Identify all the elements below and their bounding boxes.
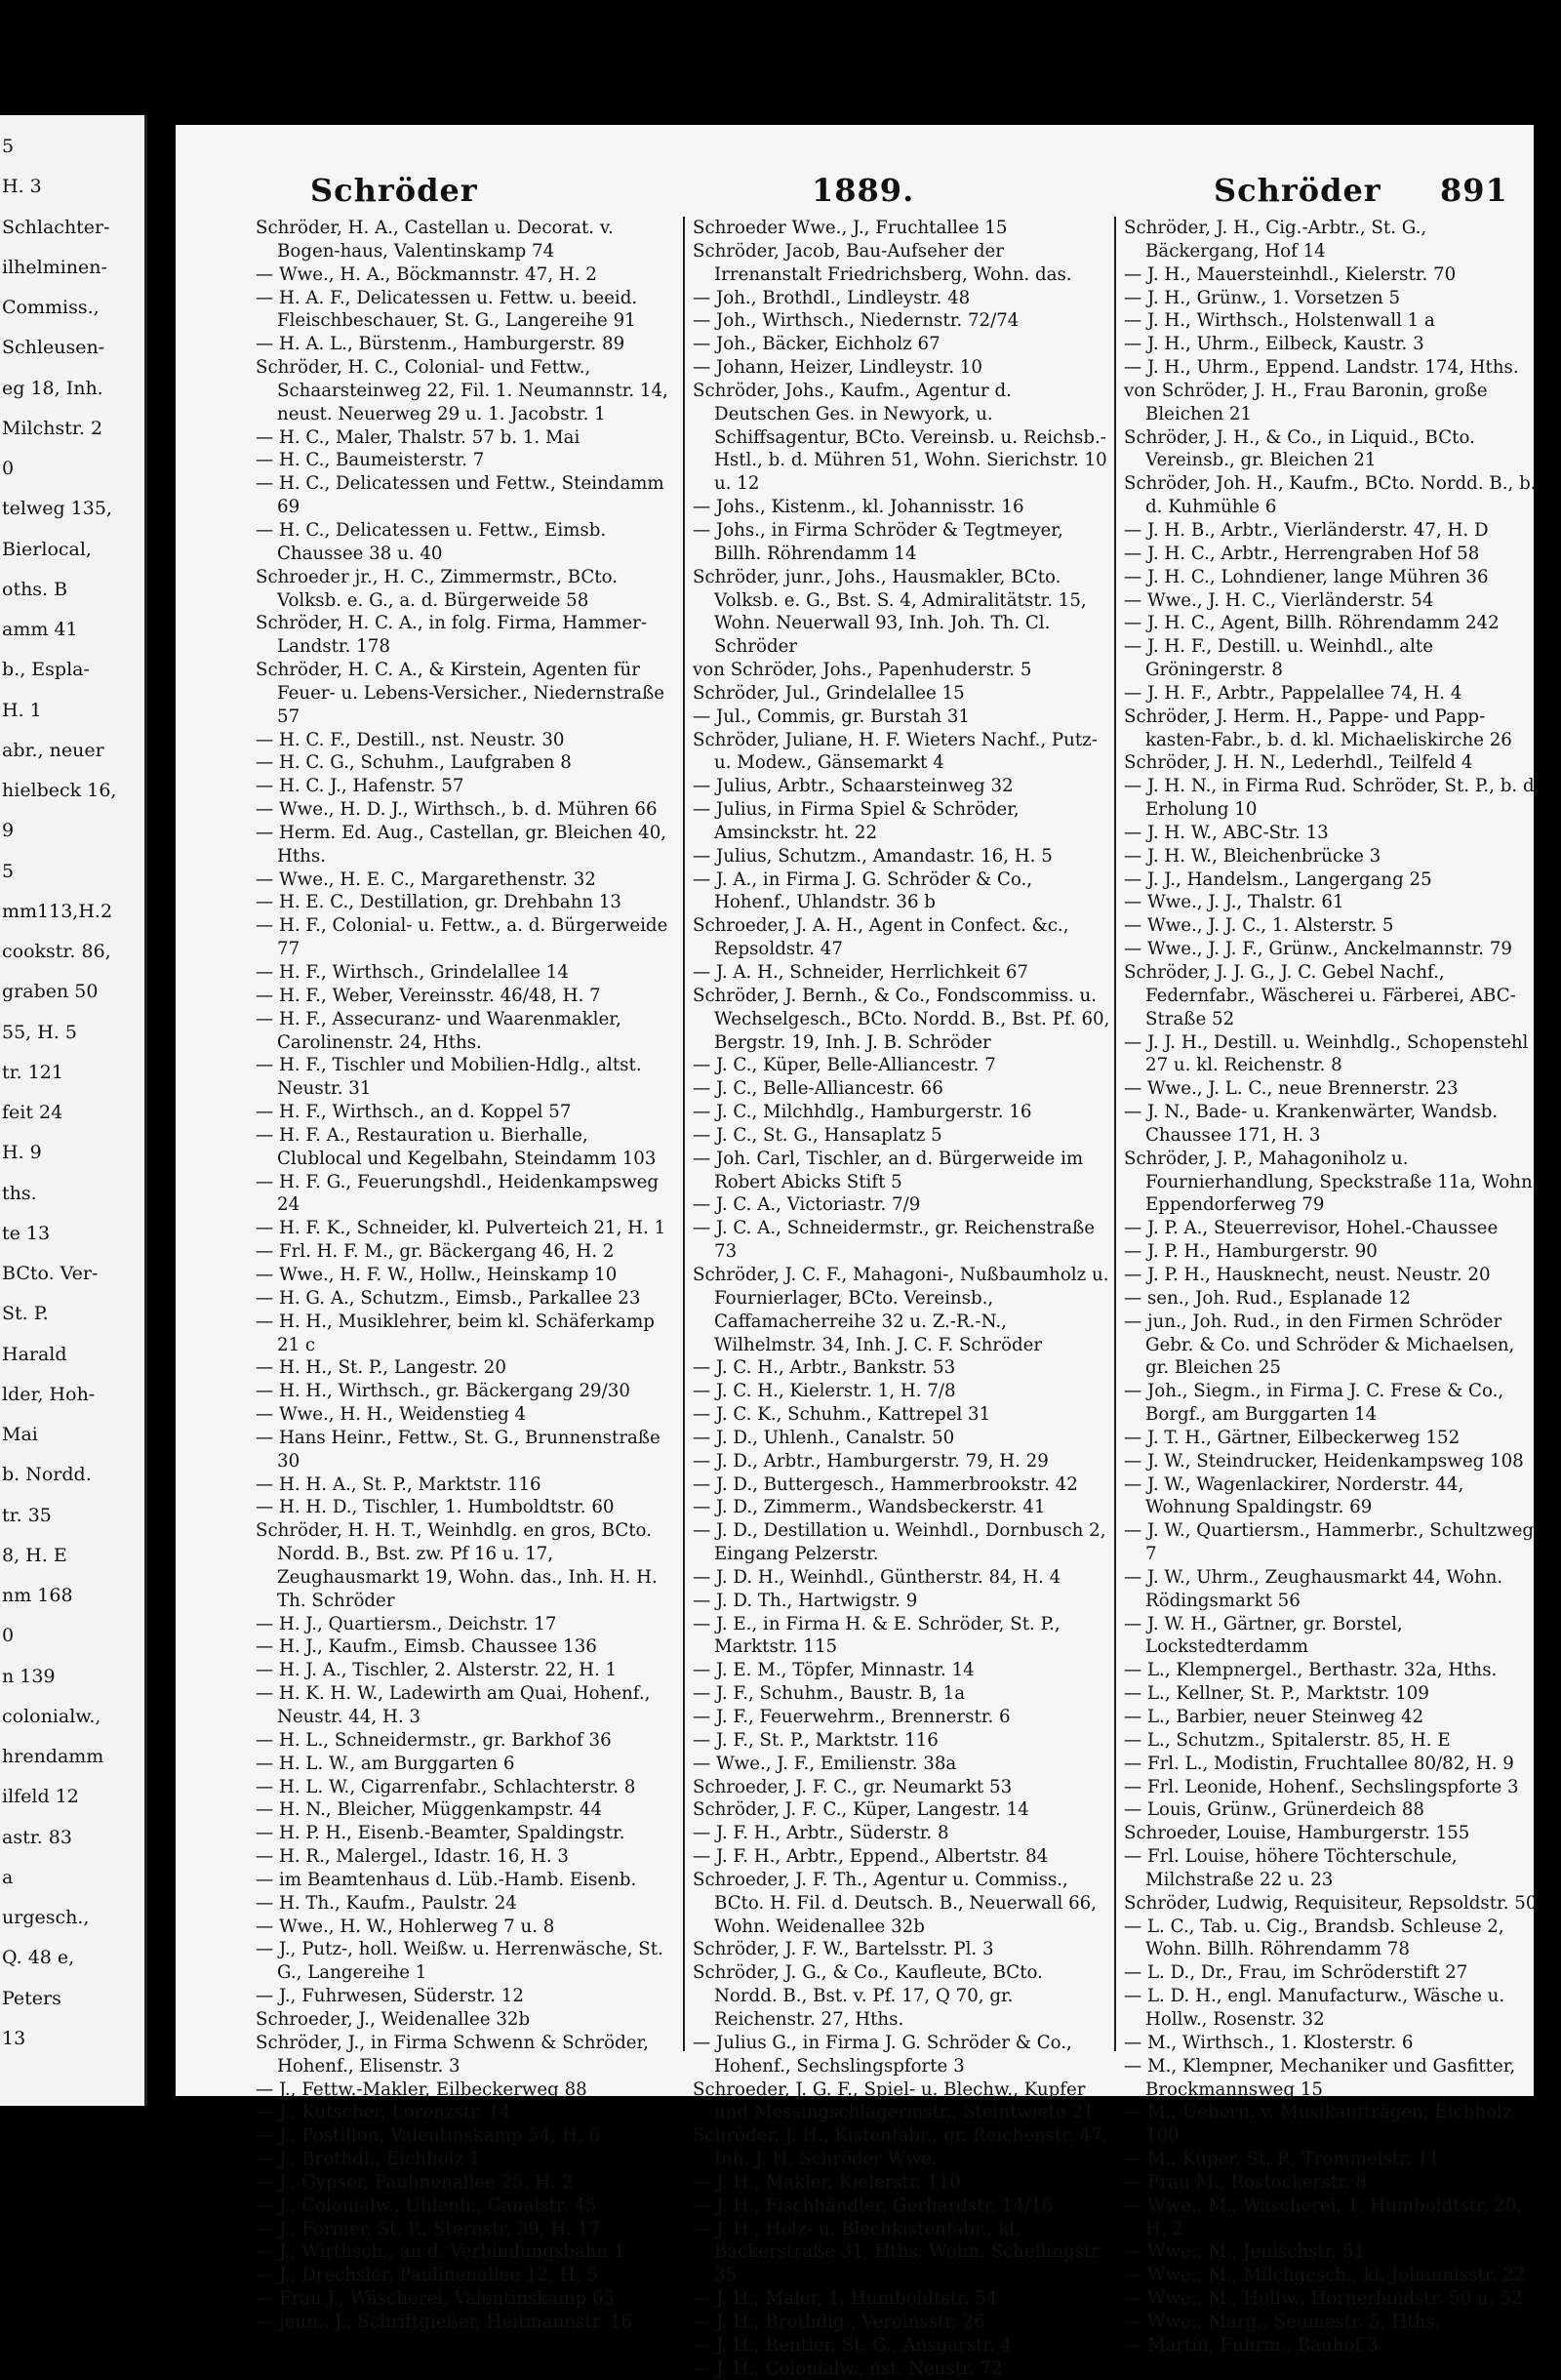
- left-page-fragment: hielbeck 16,: [2, 780, 117, 801]
- directory-entry: — J. C., Milchhdlg., Hamburgerstr. 16: [693, 1102, 1032, 1123]
- directory-entry: — Frl. H. F. M., gr. Bäckergang 46, H. 2: [256, 1241, 615, 1263]
- directory-entry: Schröder, J. H., Cig.-Arbtr., St. G., Bäckergang, Hof 14: [1124, 218, 1427, 262]
- directory-entry: — J. D. Th., Hartwigstr. 9: [693, 1590, 918, 1611]
- directory-entry: — J., Colonialw., Uhlenh., Canalstr. 45: [256, 2195, 597, 2216]
- directory-entry: — Wwe., Marg., Seumestr. 5, Hths.: [1124, 2311, 1441, 2332]
- left-page-fragment: BCto. Ver-: [2, 1263, 99, 1284]
- directory-entry: — H. N., Bleicher, Müggenkampstr. 44: [256, 1799, 603, 1821]
- directory-entry: — J. H., Holz- u. Blechkistenfabr., kl. Bäckerstraße 31, Hths. Wohn. Schellingstr. 35: [693, 2218, 1103, 2286]
- directory-entry: Schröder, H. A., Castellan u. Decorat. v. Bogen-haus, Valentinskamp 74: [256, 218, 614, 262]
- directory-entry: — J. W., Wagenlackirer, Norderstr. 44, Wohnung Spaldingstr. 69: [1124, 1473, 1464, 1518]
- directory-entry: — H. C., Delicatessen u. Fettw., Eimsb. Chaussee 38 u. 40: [256, 519, 607, 564]
- left-page-fragment: amm 41: [2, 619, 78, 640]
- directory-entry: — H. F. G., Feuerungshdl., Heidenkampsweg 24: [256, 1171, 660, 1216]
- directory-entry: — J. W. H., Gärtner, gr. Borstel, Lockstedterdamm: [1124, 1613, 1403, 1658]
- directory-entry: — J. J. H., Destill. u. Weinhdlg., Schopenstehl 27 u. kl. Reichenstr. 8: [1124, 1031, 1529, 1076]
- directory-entry: — L. D., Dr., Frau, im Schröderstift 27: [1124, 1962, 1468, 1984]
- left-page-fragment: St. P.: [2, 1303, 49, 1324]
- directory-entry: Schroeder, J. A. H., Agent in Confect. &c., Repsoldstr. 47: [693, 915, 1069, 960]
- left-page-fragment: H. 9: [2, 1142, 42, 1163]
- directory-entry: — M., Küper, St. P., Trommelstr. 11: [1124, 2149, 1440, 2170]
- left-page-edge: [0, 115, 147, 2106]
- left-page-fragment: telweg 135,: [2, 498, 112, 519]
- header-left-name: Schröder: [310, 172, 478, 209]
- directory-entry: Schröder, J. Herm. H., Pappe- und Papp-kasten-Fabr., b. d. kl. Michaeliskirche 26: [1124, 706, 1512, 750]
- directory-entry: — M., Wirthsch., 1. Klosterstr. 6: [1124, 2032, 1414, 2053]
- directory-entry: Schröder, J. H., & Co., in Liquid., BCto. Vereinsb., gr. Bleichen 21: [1124, 426, 1475, 471]
- directory-entry: — J. C. A., Schneidermstr., gr. Reichenstraße 73: [693, 1218, 1096, 1263]
- directory-entry: Schröder, J. H. N., Lederhdl., Teilfeld 4: [1124, 752, 1473, 774]
- directory-entry: Schröder, Joh. H., Kaufm., BCto. Nordd. B., b. d. Kuhmühle 6: [1124, 473, 1537, 518]
- left-page-fragment: 13: [2, 2028, 26, 2049]
- directory-entry: — Wwe., H. E. C., Margarethenstr. 32: [256, 868, 596, 890]
- directory-entry: — Julius, Arbtr., Schaarsteinweg 32: [693, 776, 1014, 797]
- directory-entry: Schröder, H. H. T., Weinhdlg. en gros, BCto. Nordd. B., Bst. zw. Pf 16 u. 17, Zeughausmarkt 19, Wohn. das., Inh. H. H. Th. Schröder: [256, 1520, 658, 1611]
- directory-entry: — J. C. K., Schuhm., Kattrepel 31: [693, 1404, 991, 1426]
- directory-entry: — H. C., Maler, Thalstr. 57 b. 1. Mai: [256, 426, 580, 448]
- directory-entry: — J., Fettw.-Makler, Eilbeckerweg 88: [256, 2078, 587, 2100]
- directory-entry: — Johann, Heizer, Lindleystr. 10: [693, 357, 982, 379]
- directory-entry: — Frl. Louise, höhere Töchterschule, Milchstraße 22 u. 23: [1124, 1846, 1458, 1890]
- directory-entry: — H. H., Musiklehrer, beim kl. Schäferkamp 21 c: [256, 1311, 655, 1355]
- directory-entry: Schröder, H. C. A., & Kirstein, Agenten für Feuer- u. Lebens-Versicher., Niedernstraße 57: [256, 660, 665, 727]
- directory-entry: — Johs., in Firma Schröder & Tegtmeyer, Billh. Röhrendamm 14: [693, 519, 1063, 564]
- directory-entry: Schröder, H. C., Colonial- und Fettw., Schaarsteinweg 22, Fil. 1. Neumannstr. 14, neust. Neuerweg 29 u. 1. Jacobstr. 1: [256, 357, 668, 424]
- left-page-fragment: H. 3: [2, 176, 42, 197]
- directory-entry: — H. F. K., Schneider, kl. Pulverteich 21, H. 1: [256, 1218, 666, 1239]
- directory-entry: — H. J., Kaufm., Eimsb. Chaussee 136: [256, 1636, 597, 1658]
- directory-entry: — J. E. M., Töpfer, Minnastr. 14: [693, 1660, 975, 1681]
- directory-entry: — H. R., Malergel., Idastr. 16, H. 3: [256, 1846, 570, 1868]
- left-page-fragment: tr. 35: [2, 1505, 52, 1526]
- directory-entry: Schröder, J. G., & Co., Kaufleute, BCto. Nordd. B., Bst. v. Pf. 17, Q 70, gr. Reichenstr. 27, Hths.: [693, 1962, 1043, 2030]
- directory-entry: — Wwe., H. W., Hohlerweg 7 u. 8: [256, 1916, 555, 1937]
- directory-entry: — J. H. N., in Firma Rud. Schröder, St. P., b. d. Erholung 10: [1124, 776, 1541, 821]
- left-page-fragment: nm 168: [2, 1585, 73, 1606]
- left-page-fragment: 5: [2, 136, 15, 157]
- directory-entry: — J. F., Schuhm., Baustr. B, 1a: [693, 1683, 966, 1705]
- directory-entry: — H. L. W., Cigarrenfabr., Schlachterstr. 8: [256, 1776, 636, 1797]
- directory-entry: — J. C., Belle-Alliancestr. 66: [693, 1078, 943, 1100]
- left-page-fragment: 0: [2, 458, 15, 479]
- left-page-fragment: hrendamm: [2, 1746, 104, 1767]
- directory-entry: — J. E., in Firma H. & E. Schröder, St. P., Marktstr. 115: [693, 1613, 1061, 1658]
- left-page-fragment: abr., neuer: [2, 740, 104, 761]
- directory-entry: — Jul., Commis, gr. Burstah 31: [693, 706, 971, 727]
- directory-entry: Schröder, J. F. C., Küper, Langestr. 14: [693, 1799, 1029, 1821]
- directory-entry: — J. A. H., Schneider, Herrlichkeit 67: [693, 962, 1029, 983]
- left-page-fragment: Harald: [2, 1344, 67, 1365]
- directory-entry: — Hans Heinr., Fettw., St. G., Brunnenstraße 30: [256, 1427, 660, 1472]
- directory-entry: — J. H., Grünw., 1. Vorsetzen 5: [1124, 287, 1401, 308]
- directory-entry: — H. A. L., Bürstenm., Hamburgerstr. 89: [256, 334, 625, 355]
- left-page-fragment: oths. B: [2, 579, 68, 600]
- directory-entry: Schröder, H. C. A., in folg. Firma, Hammer-Landstr. 178: [256, 613, 647, 658]
- directory-entry: — J. H. C., Agent, Billh. Röhrendamm 242: [1124, 613, 1500, 634]
- directory-entry: Schroeder jr., H. C., Zimmermstr., BCto. Volksb. e. G., a. d. Bürgerweide 58: [256, 566, 619, 611]
- directory-entry: — J., Fuhrwesen, Süderstr. 12: [256, 1986, 524, 2007]
- directory-entry: — Joh., Wirthsch., Niedernstr. 72/74: [693, 310, 1020, 332]
- directory-entry: — Frau M., Rostockerstr. 8: [1124, 2171, 1367, 2193]
- header-year: 1889.: [812, 172, 915, 209]
- directory-entry: — Wwe., J. J., Thalstr. 61: [1124, 892, 1344, 913]
- directory-entry: — Joh., Siegm., in Firma J. C. Frese & Co., Borgf., am Burggarten 14: [1124, 1381, 1504, 1426]
- directory-entry: Schröder, J. P., Mahagoniholz u. Fournierhandlung, Speckstraße 11a, Wohn. Eppendorferweg 79: [1124, 1148, 1539, 1216]
- directory-entry: — Frl. L., Modistin, Fruchtallee 80/82, H. 9: [1124, 1753, 1514, 1774]
- directory-entry: Schroeder, Louise, Hamburgerstr. 155: [1124, 1823, 1470, 1844]
- directory-entry: — J. H. B., Arbtr., Vierländerstr. 47, H. D: [1124, 519, 1489, 541]
- directory-entry: — Wwe., J. F., Emilienstr. 38a: [693, 1753, 957, 1774]
- directory-entry: — J. D., Destillation u. Weinhdl., Dornbusch 2, Eingang Pelzerstr.: [693, 1520, 1106, 1565]
- directory-entry: — J. C., St. G., Hansaplatz 5: [693, 1124, 942, 1146]
- page: [176, 125, 1541, 2379]
- directory-entry: Schröder, Johs., Kaufm., Agentur d. Deutschen Ges. in Newyork, u. Schiffsagentur, BCto. Vereinsb. u. Reichsb.-Hstl., b. d. Mühren 51, Wohn. Sierichstr. 10 u. 12: [693, 380, 1107, 495]
- directory-entry: — J. H. W., ABC-Str. 13: [1124, 822, 1329, 843]
- left-page-fragment: urgesch.,: [2, 1907, 90, 1928]
- left-page-fragment: b., Espla-: [2, 659, 90, 680]
- directory-entry: — J. F., Feuerwehrm., Brennerstr. 6: [693, 1707, 1011, 1727]
- directory-entry: — H. Th., Kaufm., Paulstr. 24: [256, 1892, 517, 1914]
- directory-entry: — jun., Joh. Rud., in den Firmen Schröder Gebr. & Co. und Schröder & Michaelsen, gr. Bleichen 25: [1124, 1311, 1515, 1379]
- left-page-fragment: ilfeld 12: [2, 1786, 79, 1807]
- directory-entry: — H. A. F., Delicatessen u. Fettw. u. beeid. Fleischbeschauer, St. G., Langereihe 91: [256, 287, 638, 332]
- directory-entry: Schröder, J. F. W., Bartelsstr. Pl. 3: [693, 1939, 994, 1960]
- directory-entry: — Wwe., M., Hollw., Hornerlandstr. 50 u. 52: [1124, 2288, 1523, 2310]
- directory-entry: Schröder, junr., Johs., Hausmakler, BCto. Volksb. e. G., Bst. S. 4, Admiralitätstr. 15, Wohn. Neuerwall 93, Inh. Joh. Th. Cl. Schröder: [693, 566, 1087, 658]
- directory-entry: Schroeder, J. G. F., Spiel- u. Blechw., Kupfer und Messingschlägermstr., Steintwiete 21: [693, 2078, 1095, 2123]
- left-page-fragment: tr. 121: [2, 1062, 63, 1083]
- directory-entry: — J. C. A., Victoriastr. 7/9: [693, 1194, 921, 1216]
- page-header: [176, 172, 1534, 211]
- left-page-fragment: Bierlocal,: [2, 539, 92, 560]
- directory-entry: — Johs., Kistenm., kl. Johannisstr. 16: [693, 497, 1024, 518]
- directory-entry: von Schröder, Johs., Papenhuderstr. 5: [693, 660, 1032, 681]
- directory-entry: Schröder, J., in Firma Schwenn & Schröder, Hohenf., Elisenstr. 3: [256, 2032, 649, 2077]
- directory-entry: — J. H., Rentier, St. G., Ansgarstr. 4: [693, 2334, 1013, 2356]
- directory-entry: — H. J. A., Tischler, 2. Alsterstr. 22, H. 1: [256, 1660, 618, 1681]
- directory-entry: — H. E. C., Destillation, gr. Drehbahn 13: [256, 892, 621, 913]
- left-page-fragment: colonialw.,: [2, 1706, 101, 1727]
- left-page-fragment: 9: [2, 820, 15, 841]
- column-2: [693, 217, 1110, 2379]
- directory-entry: — Joh., Bäcker, Eichholz 67: [693, 334, 941, 355]
- directory-entry: — J. W., Uhrm., Zeughausmarkt 44, Wohn. Rödingsmarkt 56: [1124, 1566, 1503, 1611]
- left-page-fragment: Schlachter-: [2, 217, 110, 238]
- column-3: [1124, 217, 1541, 2356]
- directory-entry: — H. P. H., Eisenb.-Beamter, Spaldingstr.: [256, 1823, 625, 1844]
- directory-entry: — H. H. D., Tischler, 1. Humboldtstr. 60: [256, 1497, 615, 1518]
- directory-entry: — Wwe., H. F. W., Hollw., Heinskamp 10: [256, 1264, 618, 1285]
- left-page-fragment: mm113,H.2: [2, 901, 113, 922]
- directory-entry: — Wwe., J. J. C., 1. Alsterstr. 5: [1124, 915, 1394, 937]
- column-1: [256, 217, 673, 2332]
- left-page-fragment: feit 24: [2, 1102, 63, 1123]
- directory-entry: — H. H. A., St. P., Marktstr. 116: [256, 1473, 541, 1495]
- directory-entry: Schröder, Jacob, Bau-Aufseher der Irrenanstalt Friedrichsberg, Wohn. das.: [693, 240, 1072, 285]
- directory-entry: — J. D., Zimmerm., Wandsbeckerstr. 41: [693, 1497, 1046, 1518]
- directory-entry: — J., Postillon, Valentinskamp 54, H. 6: [256, 2125, 600, 2147]
- directory-entry: — Wwe., J. J. F., Grünw., Anckelmannstr. 79: [1124, 939, 1512, 960]
- directory-entry: — sen., Joh. Rud., Esplanade 12: [1124, 1287, 1411, 1309]
- directory-entry: Schröder, J. J. G., J. C. Gebel Nachf., Federnfabr., Wäscherei u. Färberei, ABC-Straße 52: [1124, 962, 1516, 1029]
- directory-entry: Schröder, Juliane, H. F. Wieters Nachf., Putz- u. Modew., Gänsemarkt 4: [693, 729, 1098, 774]
- directory-entry: — J. H., Maler, 1. Humboldtstr. 54: [693, 2288, 998, 2310]
- directory-entry: — J. D., Arbtr., Hamburgerstr. 79, H. 29: [693, 1450, 1049, 1472]
- directory-entry: — Wwe., H. H., Weidenstieg 4: [256, 1404, 527, 1426]
- directory-entry: von Schröder, J. H., Frau Baronin, große Bleichen 21: [1124, 380, 1488, 424]
- left-page-fragment: Commiss.,: [2, 297, 100, 318]
- directory-entry: — H. F., Assecuranz- und Waarenmakler, Carolinenstr. 24, Hths.: [256, 1008, 621, 1053]
- directory-entry: — J. D., Uhlenh., Canalstr. 50: [693, 1427, 955, 1448]
- directory-entry: Schroeder Wwe., J., Fruchtallee 15: [693, 218, 1008, 238]
- directory-entry: — J. F. H., Arbtr., Süderstr. 8: [693, 1823, 949, 1844]
- left-page-fragment: 55, H. 5: [2, 1022, 77, 1043]
- column-divider: [683, 217, 685, 2051]
- directory-entry: — J., Former, St. P., Sternstr. 39, H. 17: [256, 2218, 601, 2239]
- left-page-fragment: Peters: [2, 1988, 61, 2009]
- directory-entry: — J. D. H., Weinhdl., Güntherstr. 84, H. 4: [693, 1566, 1061, 1588]
- directory-entry: Schroeder, J., Weidenallee 32b: [256, 2008, 531, 2030]
- directory-entry: — J. W., Steindrucker, Heidenkampsweg 108: [1124, 1450, 1524, 1472]
- directory-entry: — J. P. A., Steuerrevisor, Hohel.-Chaussee: [1124, 1218, 1499, 1239]
- directory-entry: — J. H. F., Arbtr., Pappelallee 74, H. 4: [1124, 682, 1462, 704]
- directory-entry: — J. H., Uhrm., Eppend. Landstr. 174, Hths.: [1124, 357, 1519, 379]
- directory-entry: — M., Klempner, Mechaniker und Gasfitter, Brockmannsweg 15: [1124, 2055, 1516, 2100]
- directory-entry: — H. C. F., Destill., nst. Neustr. 30: [256, 729, 565, 750]
- directory-entry: — H. C. G., Schuhm., Laufgraben 8: [256, 752, 572, 774]
- left-page-fragment: te 13: [2, 1223, 51, 1244]
- left-page-fragment: 8, H. E: [2, 1545, 67, 1566]
- directory-entry: Schroeder, J. F. C., gr. Neumarkt 53: [693, 1776, 1013, 1797]
- left-page-fragment: lder, Hoh-: [2, 1384, 96, 1405]
- directory-entry: — Wwe., H. A., Böckmannstr. 47, H. 2: [256, 263, 597, 285]
- directory-entry: — H. H., St. P., Langestr. 20: [256, 1357, 506, 1379]
- left-page-fragment: a: [2, 1867, 14, 1888]
- directory-entry: — H. F., Weber, Vereinsstr. 46/48, H. 7: [256, 985, 601, 1006]
- directory-entry: — H. F., Tischler und Mobilien-Hdlg., altst. Neustr. 31: [256, 1055, 642, 1100]
- directory-entry: — Julius, in Firma Spiel & Schröder, Amsinckstr. ht. 22: [693, 799, 1020, 843]
- directory-entry: — J. H., Fischhändler, Gerhardstr. 14/16: [693, 2195, 1054, 2216]
- directory-entry: — H. J., Quartiersm., Deichstr. 17: [256, 1613, 557, 1634]
- directory-entry: Schröder, J. H., Kistenfabr., gr. Reichenstr. 47, Inh. J. H. Schröder Wwe.: [693, 2125, 1108, 2170]
- directory-entry: Schroeder, J. F. Th., Agentur u. Commiss., BCto. H. Fil. d. Deutsch. B., Neuerwall 66, Wohn. Weidenallee 32b: [693, 1869, 1098, 1937]
- directory-entry: — Wwe., M., Jenischstr. 51: [1124, 2241, 1366, 2263]
- directory-entry: — H. F., Colonial- u. Fettw., a. d. Bürgerweide 77: [256, 915, 668, 960]
- directory-entry: — J., Wirthsch., an d. Verbindungsbahn 1: [256, 2241, 625, 2263]
- left-page-fragment: Q. 48 e,: [2, 1947, 75, 1968]
- directory-entry: — J. H. C., Lohndiener, lange Mühren 36: [1124, 566, 1489, 587]
- left-page-fragment: 5: [2, 861, 15, 882]
- directory-entry: — J. H., Brothdlg., Vereinsstr. 26: [693, 2311, 985, 2332]
- left-page-fragment: Mai: [2, 1424, 38, 1445]
- left-page-fragment: graben 50: [2, 981, 99, 1002]
- directory-entry: — H. F., Wirthsch., Grindelallee 14: [256, 962, 569, 983]
- directory-entry: — L., Schutzm., Spitalerstr. 85, H. E: [1124, 1729, 1451, 1751]
- directory-entry: — J. A., in Firma J. G. Schröder & Co., Hohenf., Uhlandstr. 36 b: [693, 868, 1033, 913]
- left-page-fragment: b. Nordd.: [2, 1464, 92, 1485]
- directory-entry: — J. H., Colonialw., nst. Neustr. 72: [693, 2358, 1003, 2379]
- left-page-fragment: n 139: [2, 1666, 56, 1687]
- directory-entry: — J. F. H., Arbtr., Eppend., Albertstr. 84: [693, 1846, 1049, 1868]
- directory-entry: — J., Kutscher, Lorenzstr. 14: [256, 2102, 511, 2123]
- directory-entry: — im Beamtenhaus d. Lüb.-Hamb. Eisenb.: [256, 1869, 637, 1890]
- directory-entry: — J. H. C., Arbtr., Herrengraben Hof 58: [1124, 543, 1480, 564]
- directory-entry: — L., Kellner, St. P., Marktstr. 109: [1124, 1683, 1429, 1705]
- directory-entry: — J. T. H., Gärtner, Eilbeckerweg 152: [1124, 1427, 1461, 1448]
- page-number: 891: [1440, 172, 1508, 209]
- directory-entry: — Wwe., M., Wäscherei, 1. Humboldtstr. 20, H. 2: [1124, 2195, 1523, 2239]
- directory-entry: — J. H., Wirthsch., Holstenwall 1 a: [1124, 310, 1435, 332]
- directory-entry: — H. F. A., Restauration u. Bierhalle, Clublocal und Kegelbahn, Steindamm 103: [256, 1124, 657, 1169]
- directory-entry: — Julius G., in Firma J. G. Schröder & Co., Hohenf., Sechslingspforte 3: [693, 2032, 1072, 2077]
- directory-entry: — H. F., Wirthsch., an d. Koppel 57: [256, 1102, 572, 1123]
- left-page-fragment: 0: [2, 1625, 15, 1646]
- left-page-fragment: eg 18, Inh.: [2, 378, 103, 399]
- directory-entry: — H. H., Wirthsch., gr. Bäckergang 29/30: [256, 1381, 630, 1402]
- left-page-fragment: ths.: [2, 1183, 37, 1204]
- directory-entry: — H. C., Baumeisterstr. 7: [256, 450, 485, 471]
- directory-entry: — J., Putz-, holl. Weißw. u. Herrenwäsche, St. G., Langereihe 1: [256, 1939, 663, 1984]
- directory-entry: — Wwe., M., Milchgesch., kl. Johannisstr. 22: [1124, 2265, 1526, 2286]
- directory-entry: — J., Brothdl., Eichholz 1: [256, 2149, 481, 2170]
- directory-entry: — J., Gypser, Paulinenallee 25, H. 2: [256, 2171, 574, 2193]
- directory-entry: — J. H. F., Destill. u. Weinhdl., alte Gröningerstr. 8: [1124, 636, 1433, 681]
- left-page-fragment: Milchstr. 2: [2, 418, 103, 439]
- directory-entry: Schröder, Ludwig, Requisiteur, Repsoldstr. 50: [1124, 1892, 1538, 1914]
- directory-entry: — Wwe., H. D. J., Wirthsch., b. d. Mühren 66: [256, 799, 658, 821]
- left-page-fragment: astr. 83: [2, 1827, 72, 1848]
- left-page-fragment: H. 1: [2, 700, 42, 721]
- column-divider: [1114, 217, 1116, 2051]
- directory-entry: Schröder, J. C. F., Mahagoni-, Nußbaumholz u. Fournierlager, BCto. Vereinsb., Caffamacherreihe 32 u. Z.-R.-N., Wilhelmstr. 34, Inh. J. C. F. Schröder: [693, 1264, 1109, 1355]
- directory-entry: — H. L. W., am Burggarten 6: [256, 1753, 515, 1774]
- directory-entry: — J. C. H., Arbtr., Bankstr. 53: [693, 1357, 956, 1379]
- directory-entry: — Joh., Brothdl., Lindleystr. 48: [693, 287, 971, 308]
- directory-entry: — Joh. Carl, Tischler, an d. Bürgerweide im Robert Abicks Stift 5: [693, 1148, 1084, 1192]
- directory-entry: — Louis, Grünw., Grünerdeich 88: [1124, 1799, 1424, 1821]
- directory-entry: — Frl. Leonide, Hohenf., Sechslingspforte 3: [1124, 1776, 1519, 1797]
- header-right-name: Schröder: [1214, 172, 1381, 209]
- directory-entry: — J. W., Quartiersm., Hammerbr., Schultzweg 7: [1124, 1520, 1535, 1565]
- directory-entry: — J. F., St. P., Marktstr. 116: [693, 1729, 939, 1751]
- directory-entry: — L. C., Tab. u. Cig., Brandsb. Schleuse 2, Wohn. Billh. Röhrendamm 78: [1124, 1916, 1504, 1960]
- directory-entry: — J. C. H., Kielerstr. 1, H. 7/8: [693, 1381, 956, 1402]
- directory-entry: — Martin, Fuhrm., Bauhof 3: [1124, 2334, 1379, 2356]
- directory-entry: — J. H., Makler, Kielerstr. 110: [693, 2171, 961, 2193]
- directory-entry: — jeun., J., Schriftgießer, Heitmannstr. 16: [256, 2311, 632, 2332]
- directory-entry: Schröder, Jul., Grindelallee 15: [693, 682, 965, 704]
- directory-entry: — Wwe., J. H. C., Vierländerstr. 54: [1124, 589, 1434, 611]
- directory-entry: — L. D. H., engl. Manufacturw., Wäsche u. Hollw., Rosenstr. 32: [1124, 1986, 1505, 2030]
- directory-entry: — J. H., Uhrm., Eilbeck, Kaustr. 3: [1124, 334, 1424, 355]
- directory-entry: — J., Drechsler, Paulinenallee 12, H. 5: [256, 2265, 598, 2286]
- directory-entry: — H. C., Delicatessen und Fettw., Steindamm 69: [256, 473, 664, 518]
- directory-entry: — H. L., Schneidermstr., gr. Barkhof 36: [256, 1729, 612, 1751]
- directory-entry: — J. H., Mauersteinhdl., Kielerstr. 70: [1124, 263, 1457, 285]
- directory-entry: Schröder, J. Bernh., & Co., Fondscommiss. u. Wechselgesch., BCto. Nordd. B., Bst. Pf. 60, Bergstr. 19, Inh. J. B. Schröder: [693, 985, 1110, 1053]
- directory-entry: — J. J., Handelsm., Langergang 25: [1124, 868, 1432, 890]
- directory-entry: — J. P. H., Hamburgerstr. 90: [1124, 1241, 1378, 1263]
- directory-entry: — H. C. J., Hafenstr. 57: [256, 776, 464, 797]
- directory-entry: — H. K. H. W., Ladewirth am Quai, Hohenf., Neustr. 44, H. 3: [256, 1683, 651, 1727]
- directory-entry: — H. G. A., Schutzm., Eimsb., Parkallee 23: [256, 1287, 641, 1309]
- directory-entry: — Herm. Ed. Aug., Castellan, gr. Bleichen 40, Hths.: [256, 822, 667, 867]
- directory-entry: — Julius, Schutzm., Amandastr. 16, H. 5: [693, 845, 1053, 867]
- directory-entry: — L., Klempnergel., Berthastr. 32a, Hths.: [1124, 1660, 1498, 1681]
- left-page-fragment: ilhelminen-: [2, 257, 107, 278]
- directory-entry: — J. N., Bade- u. Krankenwärter, Wandsb. Chaussee 171, H. 3: [1124, 1102, 1499, 1146]
- left-page-fragment: cookstr. 86,: [2, 941, 111, 962]
- directory-entry: — M., Uebern. v. Musikaufträgen, Eichholz 100: [1124, 2102, 1512, 2147]
- directory-entry: — J. D., Buttergesch., Hammerbrookstr. 42: [693, 1473, 1078, 1495]
- directory-entry: — Frau J., Wäscherei, Valentinskamp 65: [256, 2288, 616, 2310]
- directory-entry: — J. C., Küper, Belle-Alliancestr. 7: [693, 1055, 996, 1076]
- directory-entry: — L., Barbier, neuer Steinweg 42: [1124, 1707, 1424, 1727]
- directory-entry: — J. H. W., Bleichenbrücke 3: [1124, 845, 1381, 867]
- directory-entry: — J. P. H., Hausknecht, neust. Neustr. 20: [1124, 1264, 1491, 1285]
- left-page-fragment: Schleusen-: [2, 337, 105, 358]
- directory-entry: — Wwe., J. L. C., neue Brennerstr. 23: [1124, 1078, 1459, 1100]
